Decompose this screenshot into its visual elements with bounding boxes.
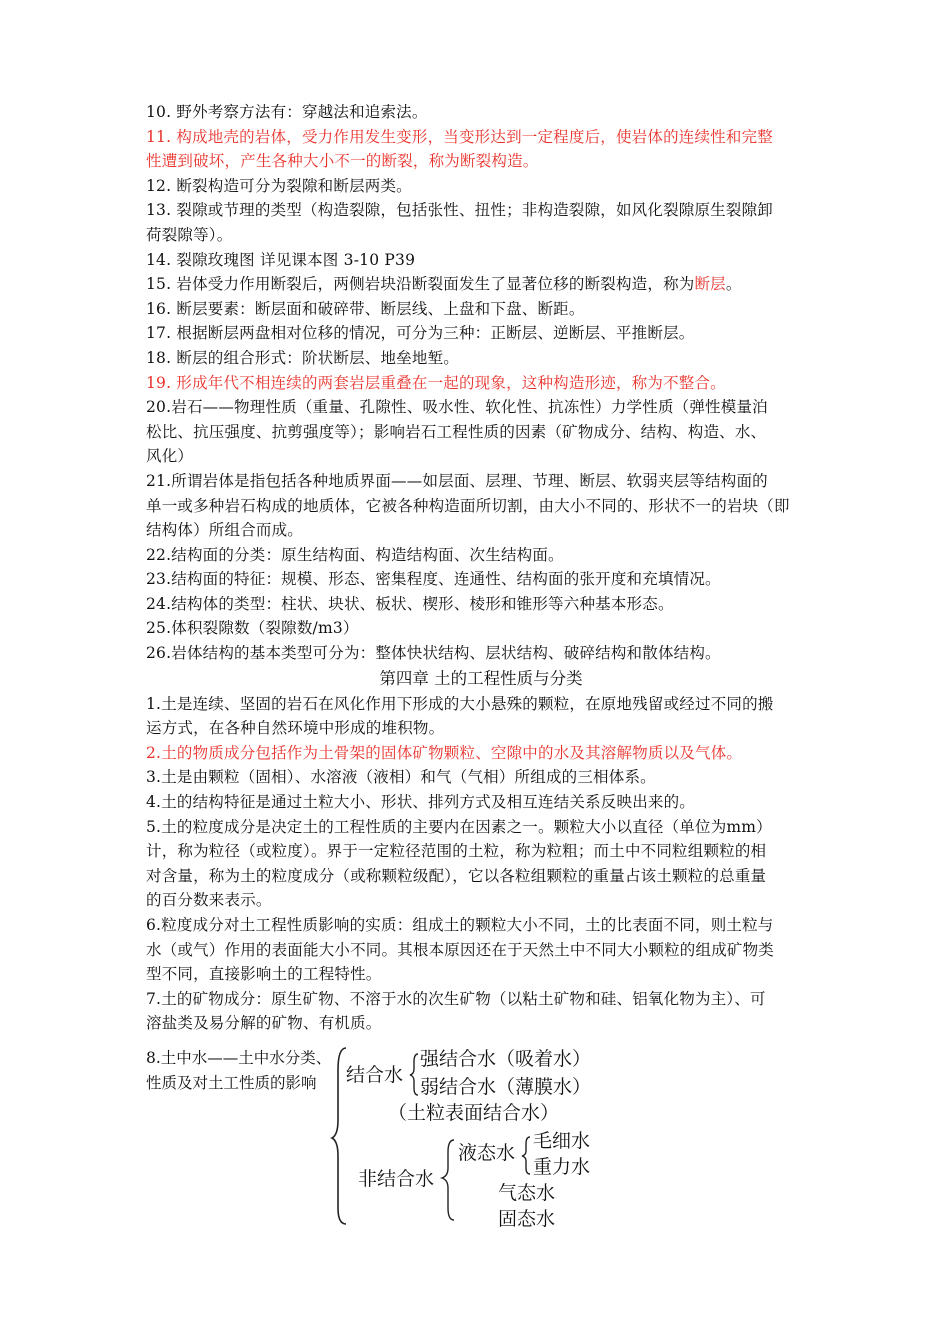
text-line-top-6: 14. 裂隙玫瑰图 详见课本图 3-10 P39 xyxy=(146,250,416,269)
text-line-mid-5: 松比、抗压强度、抗剪强度等）；影响岩石工程性质的因素（矿物成分、结构、构造、水、 xyxy=(146,422,767,441)
text-line-bottom-1: 运方式，在各种自然环境中形成的堆积物。 xyxy=(146,719,445,738)
text-line-mid-0: 16. 断层要素：断层面和破碎带、断层线、上盘和下盘、断距。 xyxy=(146,299,585,318)
item-8-line1: 8.土中水——土中水分类、 xyxy=(146,1049,332,1067)
text-line-bottom-10: 水（或气）作用的表面能大小不同。其根本原因还在于天然土中不同大小颗粒的组成矿物类 xyxy=(146,940,775,959)
item-8-label xyxy=(146,1046,331,1096)
text-line-mid-8: 单一或多种岩石构成的地质体，它被各种构造面所切割，由大小不同的、形状不一的岩块（即 xyxy=(146,496,790,515)
text-line-top-5: 荷裂隙等）。 xyxy=(146,225,233,244)
section-mid xyxy=(146,297,816,666)
text-line-top-3: 12. 断裂构造可分为裂隙和断层两类。 xyxy=(146,176,412,195)
surface-bound-water-label: （土粒表面结合水） xyxy=(388,1102,560,1124)
text-line-mid-11: 23.结构面的特征：规模、形态、密集程度、连通性、结构面的张开度和充填情况。 xyxy=(146,570,721,589)
chapter-title: 第四章 土的工程性质与分类 xyxy=(379,668,583,688)
line15-prefix: 15. 岩体受力作用断裂后，两侧岩块沿断裂面发生了显著位移的断裂构造，称为 xyxy=(146,275,695,294)
text-line-top-2: 性遭到破坏，产生各种大小不一的断裂，称为断裂构造。 xyxy=(146,152,539,171)
free-brace xyxy=(442,1140,454,1220)
item-8-line2: 性质及对土工性质的影响 xyxy=(146,1074,317,1092)
weak-bound-water-label: 弱结合水（薄膜水） xyxy=(420,1076,592,1098)
bound-water-label: 结合水 xyxy=(346,1064,404,1086)
gaseous-water-label: 气态水 xyxy=(498,1182,556,1204)
document-body xyxy=(146,100,816,1036)
liquid-brace xyxy=(522,1137,530,1174)
text-line-mid-6: 风化） xyxy=(146,447,194,466)
water-classification-diagram xyxy=(330,1040,610,1230)
text-line-mid-12: 24.结构体的类型：柱状、块状、板状、楔形、棱形和锥形等六种基本形态。 xyxy=(146,594,674,613)
text-line-bottom-0: 1.土是连续、坚固的岩石在风化作用下形成的大小悬殊的颗粒，在原地残留或经过不同的搬 xyxy=(146,694,774,713)
text-line-bottom-9: 6.粒度成分对土工程性质影响的实质：组成土的颗粒大小不同，土的比表面不同，则土粒与 xyxy=(146,916,774,934)
text-line-mid-9: 结构体）所组合而成。 xyxy=(146,521,304,540)
main-brace xyxy=(332,1048,346,1224)
text-line-bottom-8: 的百分数来表示。 xyxy=(146,891,272,910)
text-line-mid-7: 21.所谓岩体是指包括各种地质界面——如层面、层理、节理、断层、软弱夹层等结构面的 xyxy=(146,471,768,490)
gravity-water-label: 重力水 xyxy=(533,1156,591,1178)
text-line-bottom-2: 2.土的物质成分包括作为土骨架的固体矿物颗粒、空隙中的水及其溶解物质以及气体。 xyxy=(146,743,743,762)
text-line-15 xyxy=(146,272,816,297)
solid-water-label: 固态水 xyxy=(498,1208,556,1230)
line15-suffix: 。 xyxy=(725,275,742,294)
strong-bound-water-label: 强结合水（吸着水） xyxy=(420,1048,592,1070)
text-line-bottom-12: 7.土的矿物成分：原生矿物、不溶于水的次生矿物（以粘土矿物和硅、铝氧化物为主）、可 xyxy=(146,989,766,1008)
text-line-bottom-7: 对含量，称为土的粒度成分（或称颗粒级配），它以各粒组颗粒的重量占该土颗粒的总重量 xyxy=(146,866,767,885)
section-top xyxy=(146,100,816,272)
text-line-mid-13: 25.体积裂隙数（裂隙数/m3） xyxy=(146,619,359,638)
text-line-top-1: 11. 构成地壳的岩体，受力作用发生变形，当变形达到一定程度后，使岩体的连续性和完整 xyxy=(146,127,773,146)
text-line-top-0: 10. 野外考察方法有：穿越法和追索法。 xyxy=(146,103,428,121)
liquid-water-label: 液态水 xyxy=(458,1142,516,1164)
text-line-bottom-3: 3.土是由颗粒（固相）、水溶液（液相）和气（气相）所组成的三相体系。 xyxy=(146,768,656,787)
text-line-bottom-4: 4.土的结构特征是通过土粒大小、形状、排列方式及相互连结关系反映出来的。 xyxy=(146,793,695,812)
free-water-label: 非结合水 xyxy=(358,1168,435,1190)
line15-highlight: 断层 xyxy=(694,275,726,294)
text-line-mid-4: 20.岩石——物理性质（重量、孔隙性、吸水性、软化性、抗冻性）力学性质（弹性模量泊 xyxy=(146,398,768,417)
text-line-mid-1: 17. 根据断层两盘相对位移的情况，可分为三种：正断层、逆断层、平推断层。 xyxy=(146,324,695,343)
text-line-mid-10: 22.结构面的分类：原生结构面、构造结构面、次生结构面。 xyxy=(146,545,564,564)
text-line-bottom-13: 溶盐类及易分解的矿物、有机质。 xyxy=(146,1014,382,1033)
text-line-top-4: 13. 裂隙或节理的类型（构造裂隙，包括张性、扭性；非构造裂隙，如风化裂隙原生裂隙卸 xyxy=(146,201,773,220)
text-line-mid-3: 19. 形成年代不相连续的两套岩层重叠在一起的现象，这种构造形迹，称为不整合。 xyxy=(146,373,726,392)
text-line-mid-2: 18. 断层的组合形式：阶状断层、地垒地堑。 xyxy=(146,348,459,367)
text-line-bottom-11: 型不同，直接影响土的工程特性。 xyxy=(146,965,382,984)
text-line-mid-14: 26.岩体结构的基本类型可分为：整体快状结构、层状结构、破碎结构和散体结构。 xyxy=(146,644,721,663)
text-line-bottom-5: 5.土的粒度成分是决定土的工程性质的主要内在因素之一。颗粒大小以直径（单位为mm） xyxy=(146,817,772,836)
capillary-water-label: 毛细水 xyxy=(533,1130,591,1152)
text-line-bottom-6: 计，称为粒径（或粒度）。界于一定粒径范围的土粒，称为粒粗；而土中不同粒组颗粒的相 xyxy=(146,842,767,861)
bound-brace xyxy=(410,1054,418,1095)
section-bottom xyxy=(146,692,816,1036)
